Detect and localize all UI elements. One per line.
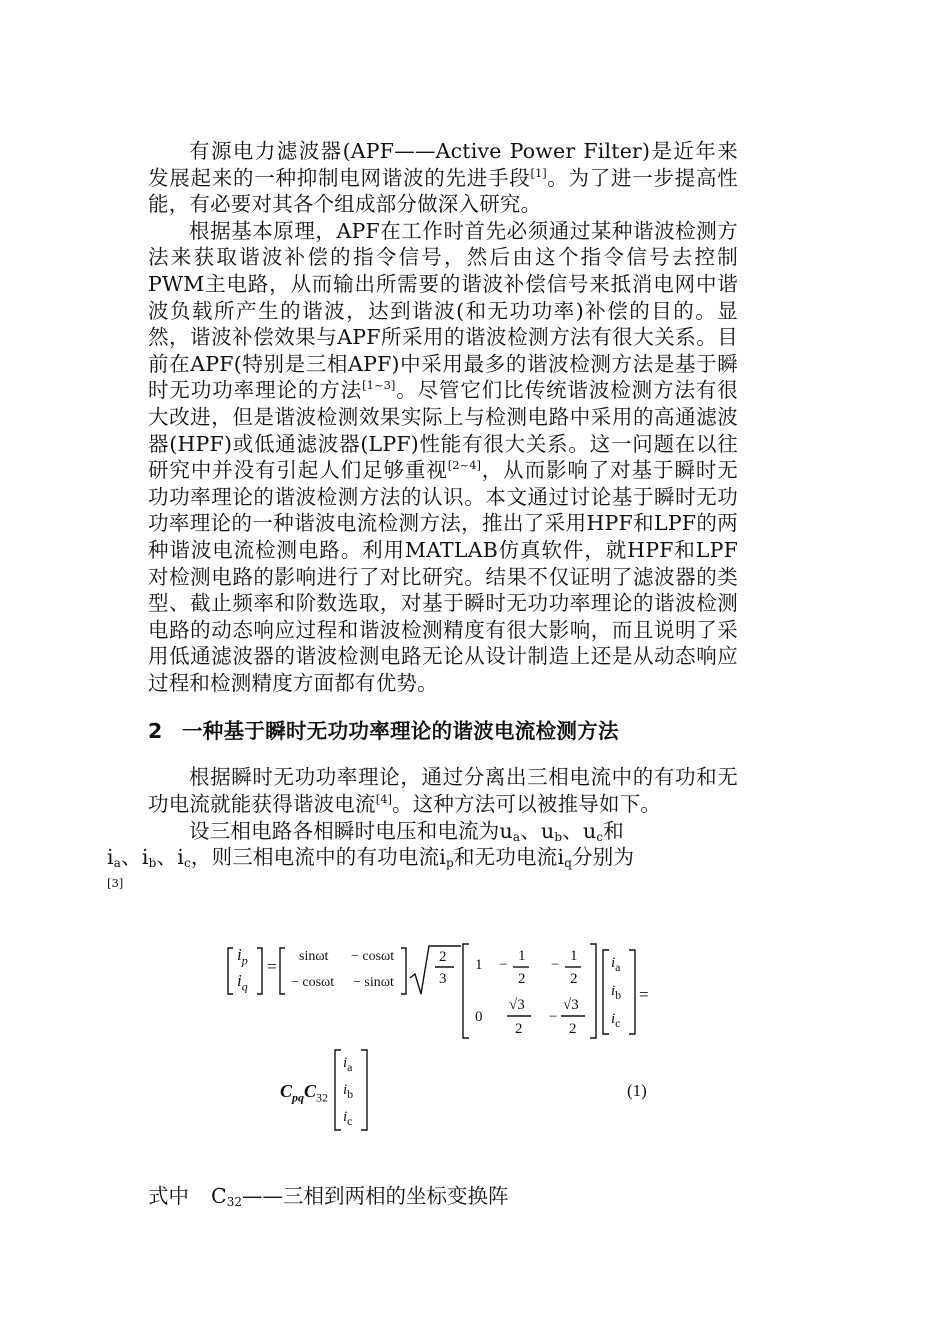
symbol-definition: 式中 $C_{32}——$三相到两相的坐标变换阵	[148, 1184, 509, 1209]
c32-23-num: √3	[563, 997, 579, 1013]
paragraph-method: 根据瞬时无功功率理论，通过分离出三相电流中的有功和无功电流就能获得谐波电流[4]。这种方法可以被推导如下。	[148, 765, 738, 817]
c32-minus-12: −	[499, 957, 508, 973]
coef-num: 2	[439, 949, 447, 965]
paragraph-definition: 设三相电路各相瞬时电压和电流为$u_a$、$u_b$、$u_c$和 $i_a$、$i_b$、$i_c$，则三相电流中的有功电流$i_p$和无功电流$i_q$分别为 [3]	[107, 818, 635, 890]
citation-ref: [3]	[107, 875, 124, 890]
section-title: 一种基于瞬时无功功率理论的谐波电流检测方法	[182, 719, 619, 744]
c32-13-num: 1	[570, 948, 578, 964]
vec2-ic: $i_c$	[343, 1109, 353, 1128]
c32-minus-23: −	[549, 1009, 558, 1025]
c32-13-den: 2	[570, 971, 578, 987]
section-number: 2	[148, 719, 163, 744]
article-body	[107, 138, 739, 897]
c32-23-den: 2	[569, 1021, 577, 1037]
vec2-ia: $i_a$	[343, 1055, 353, 1074]
c32-21: 0	[475, 1009, 483, 1025]
vec1-ia: $i_a$	[611, 955, 621, 974]
paragraph-intro: 有源电力滤波器(APF——Active Power Filter)是近年来发展起来的一种抑制电网谐波的先进手段[1]。为了进一步提高性能，有必要对其各个组成部分做深入研究。	[148, 139, 738, 217]
equals-sign-2: =	[639, 985, 649, 1004]
paragraph-principle: 根据基本原理，APF在工作时首先必须通过某种谐波检测方法来获取谐波补偿的指令信号，然后由这个指令信号去控制PWM主电路，从而输出所需要的谐波补偿信号来抵消电网中谐波负载所产生的谐波，达到谐波(和无功功率)补偿的目的。显然，谐波补偿效果与APF所采用的谐波检测方法有很大关系。目前在APF(特别是三相APF)中采用最多的谐波检测方法是基于瞬时无功功率理论的方法[1~3]。尽管它们比传统谐波检测方法有很大改进，但是谐波检测效果实际上与检测电路中采用的高通滤波器(HPF)或低通滤波器(LPF)性能有很大关系。这一问题在以往研究中并没有引起人们足够重视[2~4]，从而影响了对基于瞬时无功功率理论的谐波检测方法的认识。本文通过讨论基于瞬时无功功率理论的一种谐波电流检测方法，推出了采用HPF和LPF的两种谐波电流检测电路。利用MATLAB仿真软件，就HPF和LPF对检测电路的影响进行了对比研究。结果不仅证明了滤波器的类型、截止频率和阶数选取，对基于瞬时无功功率理论的谐波检测电路的动态响应过程和谐波检测精度有很大影响，而且说明了采用低通滤波器的谐波检测电路无论从设计制造上还是从动态响应过程和检测精度方面都有优势。	[148, 218, 739, 695]
c32-22-num: √3	[509, 997, 525, 1013]
vec1-ib: $i_b$	[611, 983, 622, 1002]
rot-12: − cosωt	[351, 949, 395, 964]
equation-number: (1)	[627, 1081, 647, 1100]
rot-22: − sinωt	[353, 975, 394, 990]
citation-ref: [1]	[530, 165, 547, 180]
citation-ref: [2~4]	[447, 458, 482, 473]
citation-ref: [4]	[375, 792, 392, 807]
c32-12-num: 1	[518, 948, 526, 964]
rot-21: − cosωt	[291, 975, 335, 990]
c32-minus-13: −	[551, 957, 560, 973]
cpq-c32: $C_{pq}C_{32}$	[280, 1081, 329, 1105]
coef-den: 3	[439, 971, 447, 987]
c32-12-den: 2	[518, 971, 526, 987]
lhs-ip: $i_p$	[237, 945, 248, 968]
vec2-ib: $i_b$	[343, 1082, 354, 1101]
lhs-iq: $i_q$	[237, 971, 248, 994]
equation-1	[225, 940, 665, 1140]
c32-11: 1	[475, 957, 483, 973]
rot-11: sinωt	[299, 949, 329, 964]
citation-ref: [1~3]	[362, 378, 396, 393]
equals-sign: =	[267, 957, 277, 976]
section-heading	[148, 718, 738, 744]
vec1-ic: $i_c$	[611, 1011, 621, 1030]
c32-22-den: 2	[515, 1021, 523, 1037]
